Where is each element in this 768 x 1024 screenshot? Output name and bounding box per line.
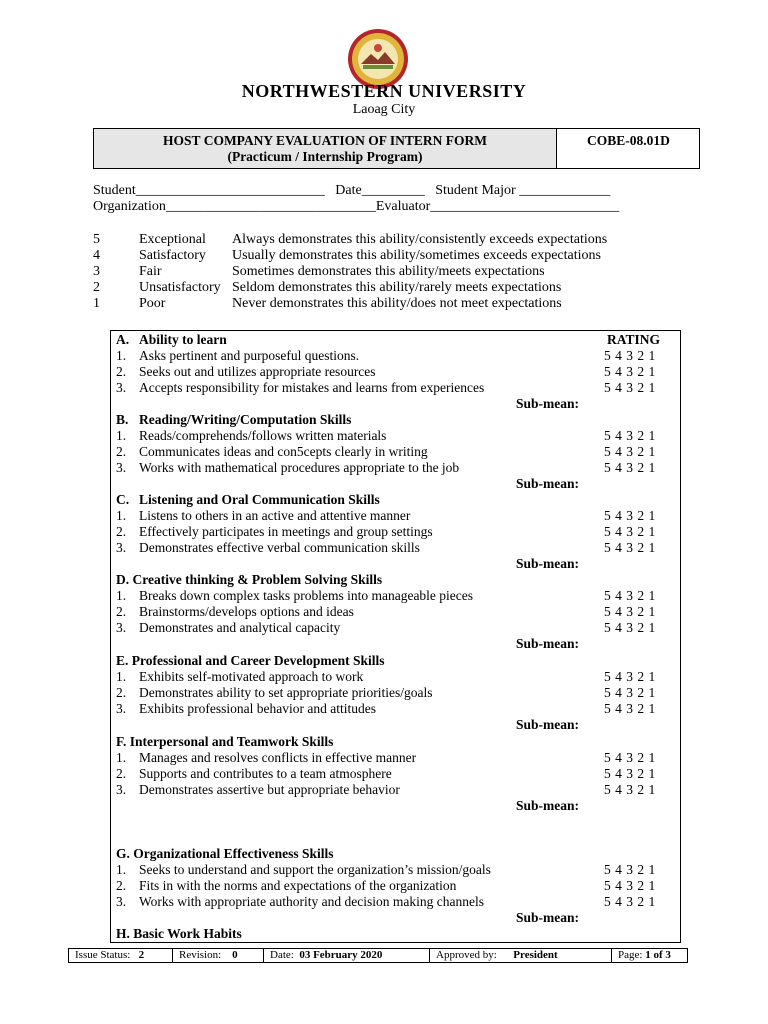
rating-options[interactable]: 5 4 3 2 1	[604, 604, 656, 619]
revision-cell: Revision: 0	[173, 949, 264, 962]
scale-description: Always demonstrates this ability/consistently exceeds expectations	[232, 232, 608, 247]
rating-options[interactable]: 5 4 3 2 1	[604, 444, 656, 459]
criterion-row: 3. Accepts responsibility for mistakes and learns from experiences 5 4 3 2 1	[116, 380, 656, 395]
scale-number: 4	[93, 248, 100, 263]
rating-options[interactable]: 5 4 3 2 1	[604, 701, 656, 716]
rating-options[interactable]: 5 4 3 2 1	[604, 508, 656, 523]
criterion-text: Brainstorms/develops options and ideas	[139, 604, 354, 619]
submean-label[interactable]: Sub-mean:	[515, 910, 579, 925]
criterion-text: Demonstrates and analytical capacity	[139, 620, 341, 635]
criterion-row: 1. Manages and resolves conflicts in effective manner 5 4 3 2 1	[116, 750, 656, 765]
university-city: Laoag City	[352, 102, 416, 117]
section-header	[111, 653, 682, 669]
section-title: Ability to learn	[139, 332, 227, 347]
rating-options[interactable]: 5 4 3 2 1	[604, 588, 656, 603]
criterion-text: Manages and resolves conflicts in effective manner	[139, 750, 417, 765]
university-name: NORTHWESTERN UNIVERSITY	[241, 81, 527, 101]
scale-label: Exceptional	[139, 232, 206, 247]
rating-options[interactable]: 5 4 3 2 1	[604, 380, 656, 395]
criterion-row: 2. Seeks out and utilizes appropriate resources 5 4 3 2 1	[116, 364, 656, 379]
section-title: Listening and Oral Communication Skills	[139, 492, 380, 507]
rating-options[interactable]: 5 4 3 2 1	[604, 540, 656, 555]
page-cell: Page: 1 of 3	[618, 949, 671, 961]
section-letter: C.	[116, 492, 130, 507]
criterion-row: 1. Exhibits self-motivated approach to work 5 4 3 2 1	[116, 669, 656, 684]
submean-row	[111, 717, 682, 733]
section-letter: B.	[116, 412, 129, 427]
section-header	[111, 846, 682, 862]
criterion-row: 3. Works with mathematical procedures appropriate to the job 5 4 3 2 1	[116, 460, 656, 475]
criterion-text: Exhibits professional behavior and attitudes	[139, 701, 376, 716]
scale-number: 3	[93, 264, 100, 279]
criterion-text: Demonstrates assertive but appropriate behavior	[139, 782, 400, 797]
scale-description: Never demonstrates this ability/does not meet expectations	[232, 296, 562, 311]
criterion-text: Works with appropriate authority and decision making channels	[139, 894, 484, 909]
criterion-row: 2. Communicates ideas and con5cepts clearly in writing 5 4 3 2 1	[116, 444, 656, 459]
submean-label[interactable]: Sub-mean:	[515, 636, 579, 651]
issue-status-value: 2	[138, 949, 145, 961]
scale-description: Usually demonstrates this ability/sometimes exceeds expectations	[232, 248, 601, 263]
submean-label[interactable]: Sub-mean:	[515, 798, 579, 813]
scale-label: Poor	[139, 296, 166, 311]
criterion-row: 2. Brainstorms/develops options and ideas 5 4 3 2 1	[116, 604, 656, 619]
scale-number: 2	[93, 280, 100, 295]
rating-options[interactable]: 5 4 3 2 1	[604, 782, 656, 797]
rating-options[interactable]: 5 4 3 2 1	[604, 460, 656, 475]
rating-options[interactable]: 5 4 3 2 1	[604, 878, 656, 893]
section-header	[111, 492, 682, 508]
rating-options[interactable]: 5 4 3 2 1	[604, 524, 656, 539]
submean-row	[111, 556, 682, 572]
criterion-row: 3. Demonstrates and analytical capacity 5 4 3 2 1	[116, 620, 656, 635]
scale-label: Unsatisfactory	[139, 280, 221, 295]
criterion-text: Supports and contributes to a team atmosphere	[139, 766, 392, 781]
section-title: G. Organizational Effectiveness Skills	[116, 846, 334, 861]
scale-number: 5	[93, 232, 100, 247]
date-cell: Date: 03 February 2020	[264, 949, 430, 962]
section-header	[111, 926, 682, 942]
rating-options[interactable]: 5 4 3 2 1	[604, 750, 656, 765]
rating-options[interactable]: 5 4 3 2 1	[604, 620, 656, 635]
criterion-text: Communicates ideas and con5cepts clearly in writing	[139, 444, 428, 459]
section-title: D. Creative thinking & Problem Solving Skills	[116, 572, 383, 587]
criterion-text: Demonstrates ability to set appropriate priorities/goals	[139, 685, 433, 700]
criterion-row: 1. Seeks to understand and support the organization’s mission/goals 5 4 3 2 1	[116, 862, 656, 877]
rating-options[interactable]: 5 4 3 2 1	[604, 364, 656, 379]
submean-label[interactable]: Sub-mean:	[515, 396, 579, 411]
section-header	[111, 412, 682, 428]
section-header	[111, 734, 682, 750]
scale-description: Seldom demonstrates this ability/rarely meets expectations	[232, 280, 562, 295]
section-letter: A.	[116, 332, 130, 347]
criterion-text: Demonstrates effective verbal communication skills	[139, 540, 420, 555]
section-title: E. Professional and Career Development Skills	[116, 653, 385, 668]
date-value: 03 February 2020	[299, 949, 383, 961]
approved-by-value: President	[513, 949, 558, 961]
rating-options[interactable]: 5 4 3 2 1	[604, 862, 656, 877]
submean-row	[111, 476, 682, 492]
page-value: 1 of 3	[645, 949, 671, 961]
section-header	[111, 332, 682, 348]
criterion-text: Listens to others in an active and attentive manner	[139, 508, 411, 523]
evaluation-table	[110, 330, 681, 943]
submean-label[interactable]: Sub-mean:	[515, 476, 579, 491]
criterion-row: 3. Exhibits professional behavior and attitudes 5 4 3 2 1	[116, 701, 656, 716]
section-title: Reading/Writing/Computation Skills	[139, 412, 352, 427]
criterion-text: Seeks to understand and support the organization’s mission/goals	[139, 862, 491, 877]
form-title-cell	[94, 129, 557, 168]
document-footer	[68, 948, 688, 963]
criterion-row: 3. Works with appropriate authority and decision making channels 5 4 3 2 1	[116, 894, 656, 909]
criterion-row: 1. Asks pertinent and purposeful questions. 5 4 3 2 1	[116, 348, 656, 363]
submean-row	[111, 798, 682, 814]
approved-by-cell: Approved by: President	[430, 949, 612, 962]
criterion-text: Accepts responsibility for mistakes and learns from experiences	[139, 380, 485, 395]
rating-options[interactable]: 5 4 3 2 1	[604, 428, 656, 443]
form-code: COBE-08.01D	[587, 133, 670, 148]
submean-row	[111, 636, 682, 652]
form-title: HOST COMPANY EVALUATION OF INTERN FORM	[163, 133, 487, 148]
revision-value: 0	[232, 949, 238, 961]
criterion-row: 1. Listens to others in an active and attentive manner 5 4 3 2 1	[116, 508, 656, 523]
criterion-row: 3. Demonstrates effective verbal communication skills 5 4 3 2 1	[116, 540, 656, 555]
criterion-text: Seeks out and utilizes appropriate resources	[139, 364, 376, 379]
rating-options[interactable]: 5 4 3 2 1	[604, 669, 656, 684]
criterion-text: Works with mathematical procedures appropriate to the job	[139, 460, 460, 475]
issue-status-cell: Issue Status: 2	[69, 949, 173, 962]
submean-label[interactable]: Sub-mean:	[515, 556, 579, 571]
criterion-row: 3. Demonstrates assertive but appropriate behavior 5 4 3 2 1	[116, 782, 656, 797]
submean-row	[111, 396, 682, 412]
criterion-row: 2. Effectively participates in meetings and group settings 5 4 3 2 1	[116, 524, 656, 539]
section-header	[111, 572, 682, 588]
criterion-row: 1. Breaks down complex tasks problems into manageable pieces 5 4 3 2 1	[116, 588, 656, 603]
submean-label[interactable]: Sub-mean:	[515, 717, 579, 732]
scale-description: Sometimes demonstrates this ability/meets expectations	[232, 264, 545, 279]
criterion-row: 2. Demonstrates ability to set appropriate priorities/goals 5 4 3 2 1	[116, 685, 656, 700]
rating-header: RATING	[607, 332, 661, 347]
form-title-box	[93, 128, 700, 169]
section-title: F. Interpersonal and Teamwork Skills	[116, 734, 334, 749]
criterion-row: 1. Reads/comprehends/follows written materials 5 4 3 2 1	[116, 428, 656, 443]
criterion-text: Exhibits self-motivated approach to work	[139, 669, 364, 684]
criterion-text: Effectively participates in meetings and group settings	[139, 524, 433, 539]
criterion-row: 2. Fits in with the norms and expectations of the organization 5 4 3 2 1	[116, 878, 656, 893]
criterion-text: Asks pertinent and purposeful questions.	[139, 348, 360, 363]
criterion-text: Fits in with the norms and expectations of the organization	[139, 878, 457, 893]
student-info-line[interactable]: Student___________________________ Date_________ Student Major _____________	[93, 183, 611, 198]
rating-options[interactable]: 5 4 3 2 1	[604, 348, 656, 363]
rating-options[interactable]: 5 4 3 2 1	[604, 685, 656, 700]
form-subtitle: (Practicum / Internship Program)	[227, 149, 423, 164]
scale-label: Fair	[139, 264, 162, 279]
submean-row	[111, 910, 682, 926]
section-title: H. Basic Work Habits	[116, 926, 242, 941]
organization-info-line[interactable]: Organization______________________________Evaluator___________________________	[93, 199, 620, 214]
criterion-text: Reads/comprehends/follows written materials	[139, 428, 387, 443]
criterion-row: 2. Supports and contributes to a team atmosphere 5 4 3 2 1	[116, 766, 656, 781]
rating-options[interactable]: 5 4 3 2 1	[604, 766, 656, 781]
scale-number: 1	[93, 296, 100, 311]
criterion-text: Breaks down complex tasks problems into manageable pieces	[139, 588, 474, 603]
rating-options[interactable]: 5 4 3 2 1	[604, 894, 656, 909]
scale-label: Satisfactory	[139, 248, 206, 263]
